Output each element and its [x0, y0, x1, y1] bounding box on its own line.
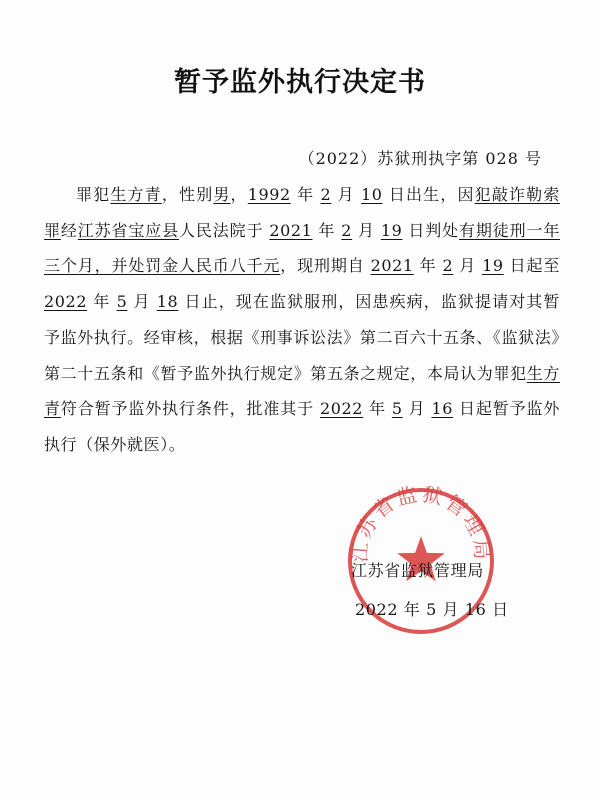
- filled-field: 19: [380, 220, 403, 240]
- filled-field: 16: [431, 399, 454, 419]
- decision-paragraph: [44, 177, 560, 463]
- document-number: （2022）苏狱刑执字第 028 号: [298, 149, 542, 168]
- paragraph-text: 月: [402, 399, 432, 419]
- filled-field: 2021: [370, 256, 414, 276]
- filled-field: 2: [320, 185, 332, 204]
- filled-field: 2: [442, 256, 454, 276]
- filled-field: 2021: [269, 220, 313, 240]
- decision-body: [44, 177, 560, 463]
- filled-field: 江苏省宝应县: [77, 220, 179, 240]
- paragraph-text: 月: [331, 185, 361, 204]
- paragraph-text: 月: [453, 256, 483, 276]
- filled-field: 有期徒刑一年三个月，并处罚金人民币八千元: [44, 220, 560, 276]
- paragraph-text: 罪犯: [76, 185, 111, 204]
- filled-field: 生方青: [110, 185, 162, 204]
- paragraph-text: 日出生，因: [382, 185, 475, 204]
- paragraph-text: 符合暂予监外执行条件，批准其于: [60, 399, 320, 419]
- filled-field: 生方青: [44, 363, 560, 419]
- filled-field: 2: [341, 220, 353, 240]
- paragraph-text: 月: [127, 292, 157, 312]
- paragraph-text: ，现刑期自: [280, 256, 371, 276]
- paragraph-text: 日起至: [503, 256, 560, 276]
- filled-field: 5: [391, 399, 403, 419]
- filled-field: 2022: [319, 399, 364, 419]
- seal-text: 江苏省监狱管理局: [347, 486, 495, 564]
- paragraph-text: 年: [87, 292, 117, 312]
- paragraph-text: 日起暂予监外执行（保外就医）。: [44, 399, 560, 454]
- filled-field: 19: [482, 256, 504, 276]
- document-title: 暂予监外执行决定书: [174, 67, 426, 98]
- filled-field: 5: [116, 292, 128, 312]
- paragraph-text: ，: [230, 185, 248, 204]
- paragraph-text: ，性别: [161, 185, 214, 204]
- filled-field: 犯敲诈勒索罪: [44, 185, 560, 240]
- paragraph-text: 日止，现在监狱服刑，因患疾病，监狱提请对其暂予监外执行。经审核，根据《刑事诉讼法》第二百六十五条、《监狱法》第二十五条和《暂予监外执行规定》第五条之规定，本局认为罪犯: [44, 292, 560, 383]
- filled-field: 2022: [44, 292, 88, 312]
- filled-field: 10: [361, 185, 383, 204]
- paragraph-text: 年: [290, 185, 321, 204]
- paragraph-text: 人民法院于: [179, 220, 270, 240]
- filled-field: 1992: [247, 185, 291, 204]
- paragraph-text: 年: [312, 220, 342, 240]
- paragraph-text: 年: [413, 256, 443, 276]
- paragraph-text: 月: [352, 220, 381, 240]
- filled-field: 18: [156, 292, 179, 312]
- paragraph-text: 年: [363, 399, 392, 419]
- issuing-authority: 江苏省监狱管理局: [351, 561, 484, 580]
- paragraph-text: 经: [60, 220, 78, 240]
- filled-field: 男: [213, 185, 231, 204]
- issue-date: 2022 年 5 月 16 日: [355, 600, 509, 619]
- paragraph-text: 日判处: [402, 220, 459, 240]
